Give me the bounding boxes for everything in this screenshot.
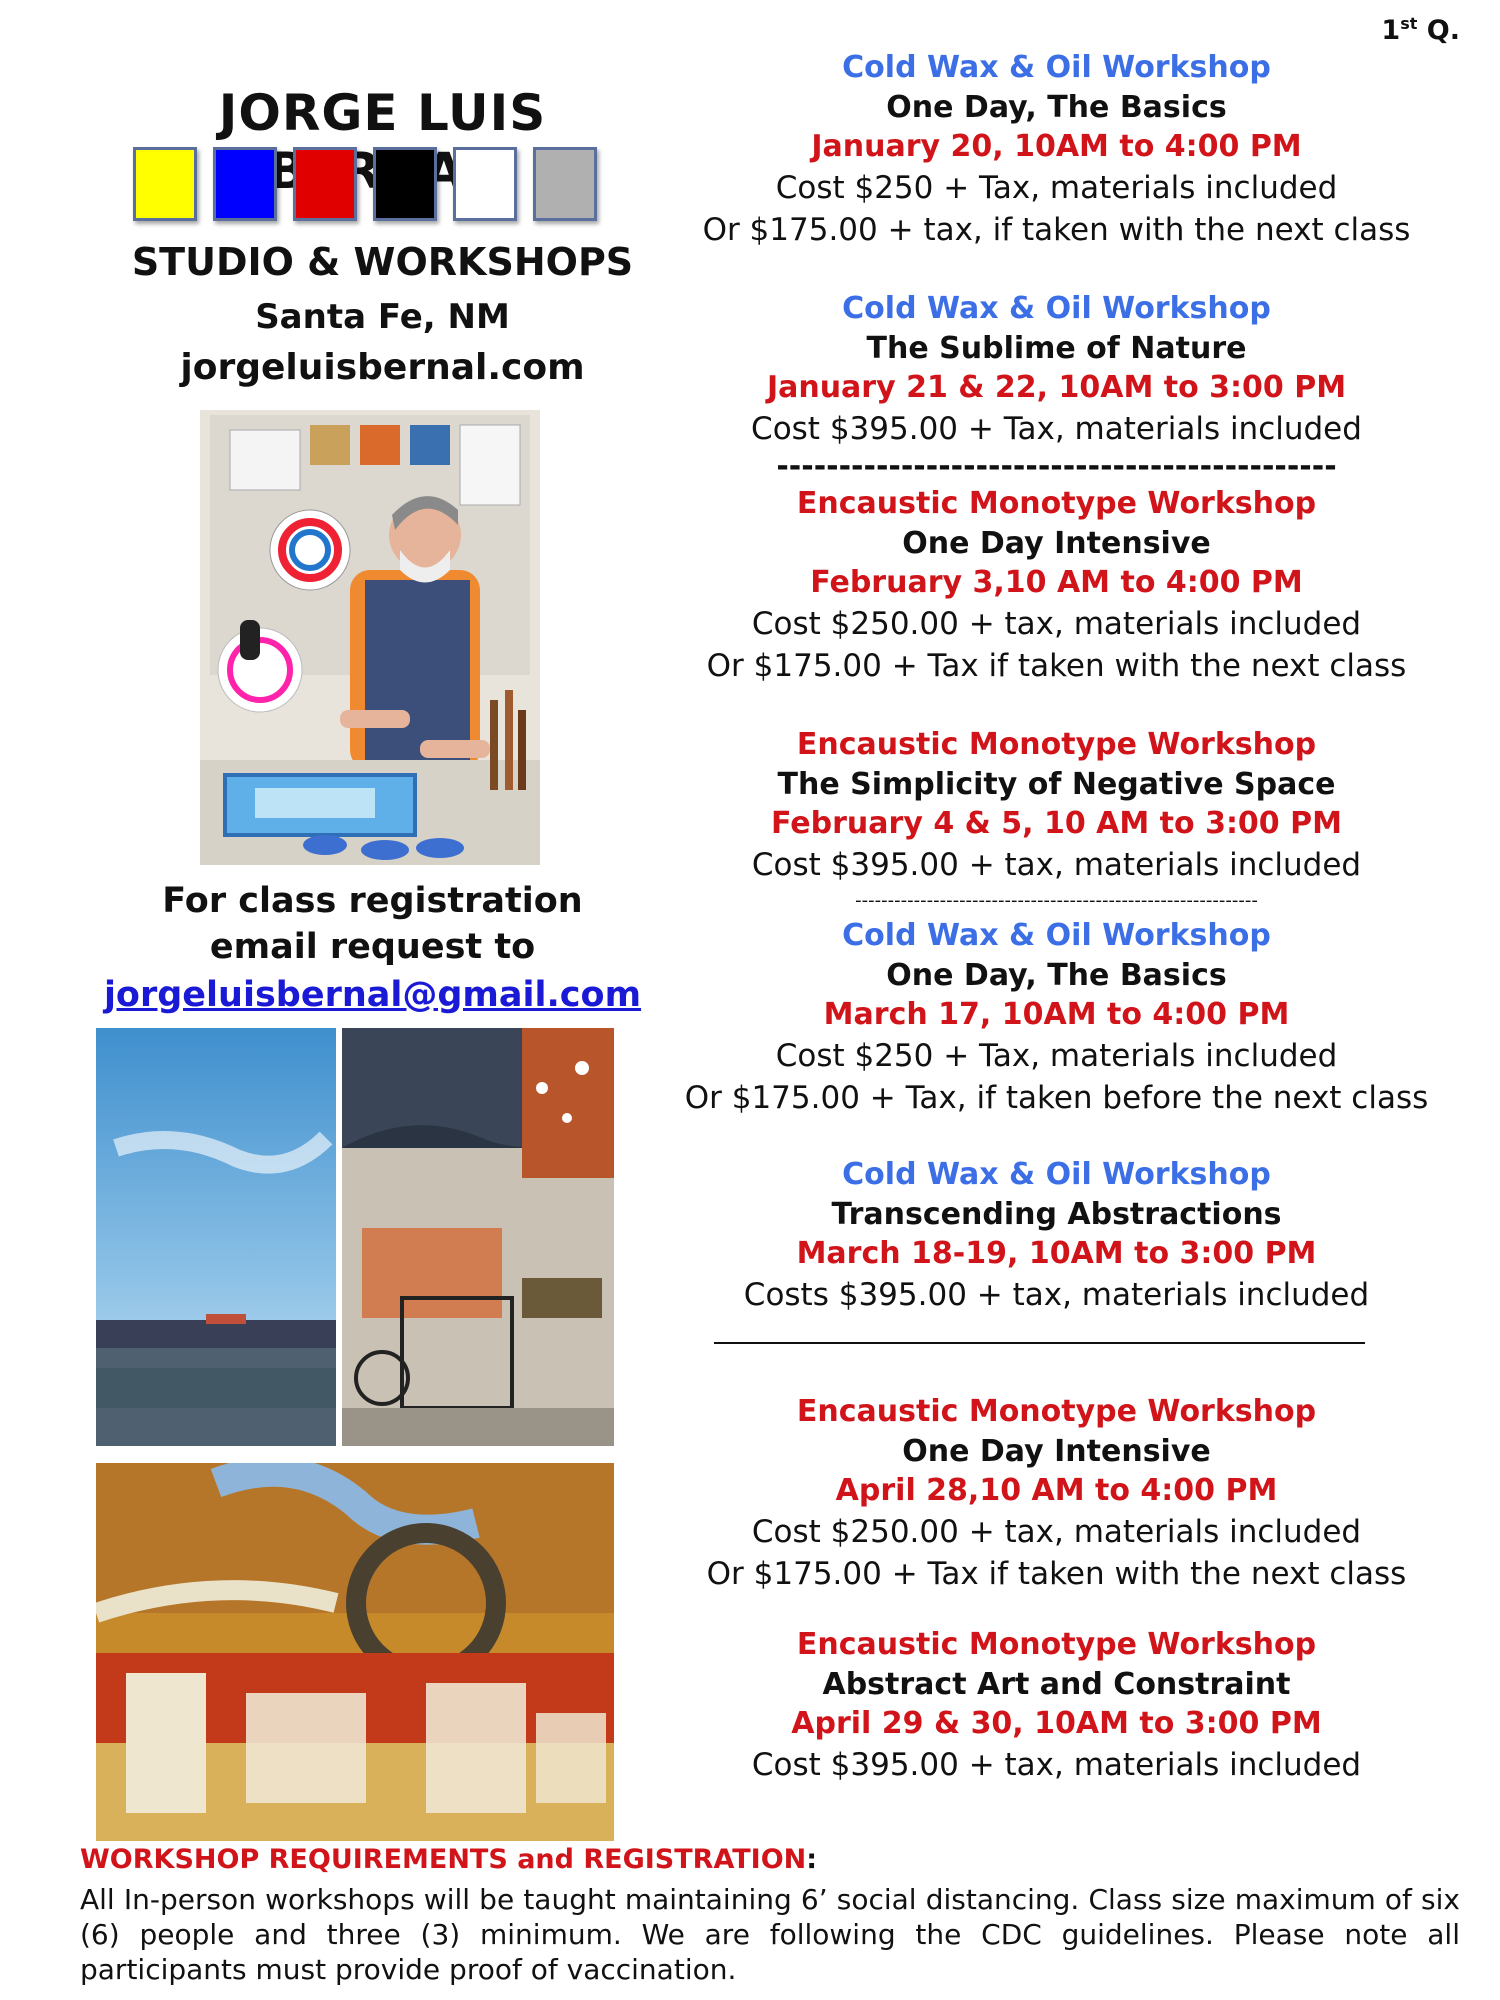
workshop-date: March 18-19, 10AM to 3:00 PM [796,1236,1317,1271]
workshop-event [668,48,1445,251]
swatch-blue [213,147,277,221]
workshop-title: Encaustic Monotype Workshop [796,1394,1317,1429]
workshop-cost: Or $175.00 + Tax, if taken before the next class [684,1080,1429,1116]
workshop-date: April 28,10 AM to 4:00 PM [835,1473,1278,1508]
workshop-subtitle: The Sublime of Nature [866,331,1247,366]
workshop-event [668,289,1445,450]
artwork-encaustic-abstract [96,1463,614,1841]
workshop-title: Cold Wax & Oil Workshop [842,1157,1271,1192]
workshop-cost: Or $175.00 + Tax if taken with the next class [706,1556,1407,1592]
workshop-date: January 21 & 22, 10AM to 3:00 PM [766,370,1347,405]
workshop-title: Encaustic Monotype Workshop [796,727,1317,762]
section-divider [714,1342,1365,1344]
workshop-schedule [668,48,1445,1786]
registration-email-link[interactable]: jorgeluisbernal@gmail.com [103,975,642,1015]
requirements-heading: WORKSHOP REQUIREMENTS and REGISTRATION: [80,1844,818,1875]
color-swatches [133,147,613,227]
workshop-subtitle: One Day Intensive [902,526,1211,561]
artwork-landscape [96,1028,336,1446]
swatch-gray [533,147,597,221]
artist-name: JORGE LUIS [218,84,547,142]
workshop-date: April 29 & 30, 10AM to 3:00 PM [791,1706,1322,1741]
workshop-subtitle: One Day, The Basics [886,958,1227,993]
workshop-date: February 3,10 AM to 4:00 PM [810,565,1303,600]
workshop-subtitle: Transcending Abstractions [831,1197,1282,1232]
workshop-date: March 17, 10AM to 4:00 PM [823,997,1290,1032]
workshop-subtitle: The Simplicity of Negative Space [777,767,1336,802]
section-divider: -------------------------------------------------------------- [855,890,1258,911]
artwork-abstract-collage [342,1028,614,1446]
requirements-text: All In-person workshops will be taught maintaining 6’ social distancing. Class size maximum of six (6) people and three (3) minimum. We are following the CDC guidelines. Please note all participants must provide proof of vaccination. [80,1883,1460,1986]
quarter-label: 1st Q. [1381,14,1460,46]
registration-line1: For class registration [162,881,583,921]
workshop-cost: Cost $395.00 + Tax, materials included [751,411,1362,447]
workshop-title: Encaustic Monotype Workshop [796,1627,1317,1662]
swatch-white [453,147,517,221]
artist-photo [200,410,540,865]
workshop-event [668,1392,1445,1595]
workshop-date: February 4 & 5, 10 AM to 3:00 PM [771,806,1342,841]
swatch-red [293,147,357,221]
workshop-cost: Or $175.00 + Tax if taken with the next class [706,648,1407,684]
workshop-cost: Costs $395.00 + tax, materials included [743,1277,1370,1313]
workshop-cost: Cost $250 + Tax, materials included [775,170,1338,206]
workshop-cost: Or $175.00 + tax, if taken with the next class [702,212,1411,248]
workshop-title: Cold Wax & Oil Workshop [842,291,1271,326]
workshop-subtitle: Abstract Art and Constraint [822,1667,1291,1702]
studio-title: STUDIO & WORKSHOPS [131,240,634,284]
workshop-cost: Cost $250.00 + tax, materials included [751,1514,1362,1550]
workshop-cost: Cost $250.00 + tax, materials included [751,606,1362,642]
workshop-cost: Cost $395.00 + tax, materials included [751,1747,1362,1783]
workshop-title: Cold Wax & Oil Workshop [842,50,1271,85]
workshop-title: Cold Wax & Oil Workshop [842,918,1271,953]
workshop-event [668,725,1445,886]
workshop-subtitle: One Day Intensive [902,1434,1211,1469]
swatch-yellow [133,147,197,221]
website-link[interactable]: jorgeluisbernal.com [180,347,585,388]
section-divider: --------------------------------------------- [776,450,1337,484]
registration-line2: email request to [209,927,536,967]
workshop-event [668,1155,1445,1316]
workshop-event [668,484,1445,687]
workshop-cost: Cost $395.00 + tax, materials included [751,847,1362,883]
workshop-date: January 20, 10AM to 4:00 PM [811,129,1302,164]
studio-location: Santa Fe, NM [255,297,510,337]
workshop-event [668,1625,1445,1786]
workshop-cost: Cost $250 + Tax, materials included [775,1038,1338,1074]
workshop-event [668,916,1445,1119]
workshop-subtitle: One Day, The Basics [886,90,1227,125]
workshop-title: Encaustic Monotype Workshop [796,486,1317,521]
swatch-black [373,147,437,221]
